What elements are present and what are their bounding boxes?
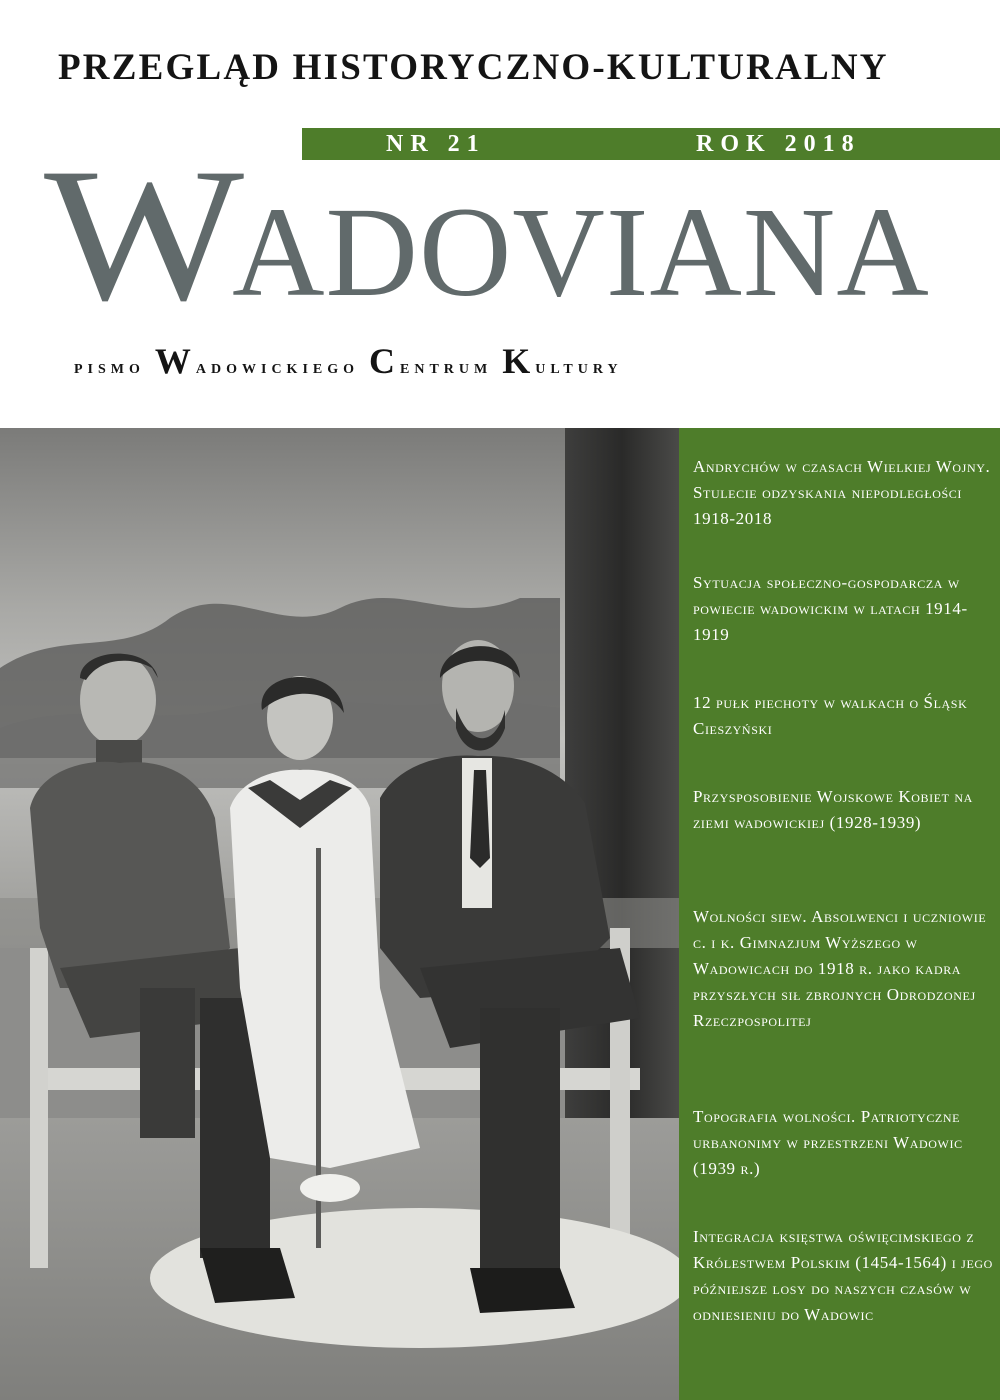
issue-year: ROK 2018 (696, 131, 861, 157)
cover-photo (0, 428, 679, 1400)
subtitle-initial: C (369, 341, 401, 381)
masthead-rest: ADOVIANA (232, 181, 930, 323)
article-title[interactable]: Sytuacja społeczno-gospodarcza w powiecie wadowickim w latach 1914-1919 (693, 573, 968, 644)
subtitle-word: adowickiego (195, 356, 370, 378)
issue-number: NR 21 (386, 131, 486, 157)
subtitle-initial: K (502, 341, 536, 381)
article-title[interactable]: Andrychów w czasach Wielkiej Wojny. Stulecie odzyskania niepodległości 1918-2018 (693, 457, 991, 528)
subtitle-initial: W (154, 341, 196, 381)
subtitle-word: entrum (400, 356, 503, 378)
masthead-title (44, 118, 944, 340)
portrait-illustration (0, 428, 679, 1400)
subtitle (74, 340, 954, 382)
supertitle: PRZEGLĄD HISTORYCZNO-KULTURALNY (58, 47, 889, 88)
subtitle-word: ultury (535, 356, 623, 378)
article-title[interactable]: Przysposobienie Wojskowe Kobiet na ziemi wadowickiej (1928-1939) (693, 787, 973, 832)
article-title[interactable]: 12 pułk piechoty w walkach o Śląsk Cieszyński (693, 693, 968, 738)
contents-panel (679, 428, 1000, 1400)
masthead-initial: W (44, 128, 239, 340)
article-title[interactable]: Wolności siew. Absolwenci i uczniowie c. i k. Gimnazjum Wyższego w Wadowicach do 1918 r. jako kadra przyszłych sił zbrojnych Odrodzonej Rzeczpospolitej (693, 907, 987, 1030)
article-title[interactable]: Integracja księstwa oświęcimskiego z Królestwem Polskim (1454-1564) i jego późniejsze losy do naszych czasów w odniesieniu do Wadowic (693, 1227, 993, 1324)
subtitle-word: pismo (74, 356, 155, 378)
article-title[interactable]: Topografia wolności. Patriotyczne urbanonimy w przestrzeni Wadowic (1939 r.) (693, 1107, 963, 1178)
bench-leg (30, 948, 48, 1268)
